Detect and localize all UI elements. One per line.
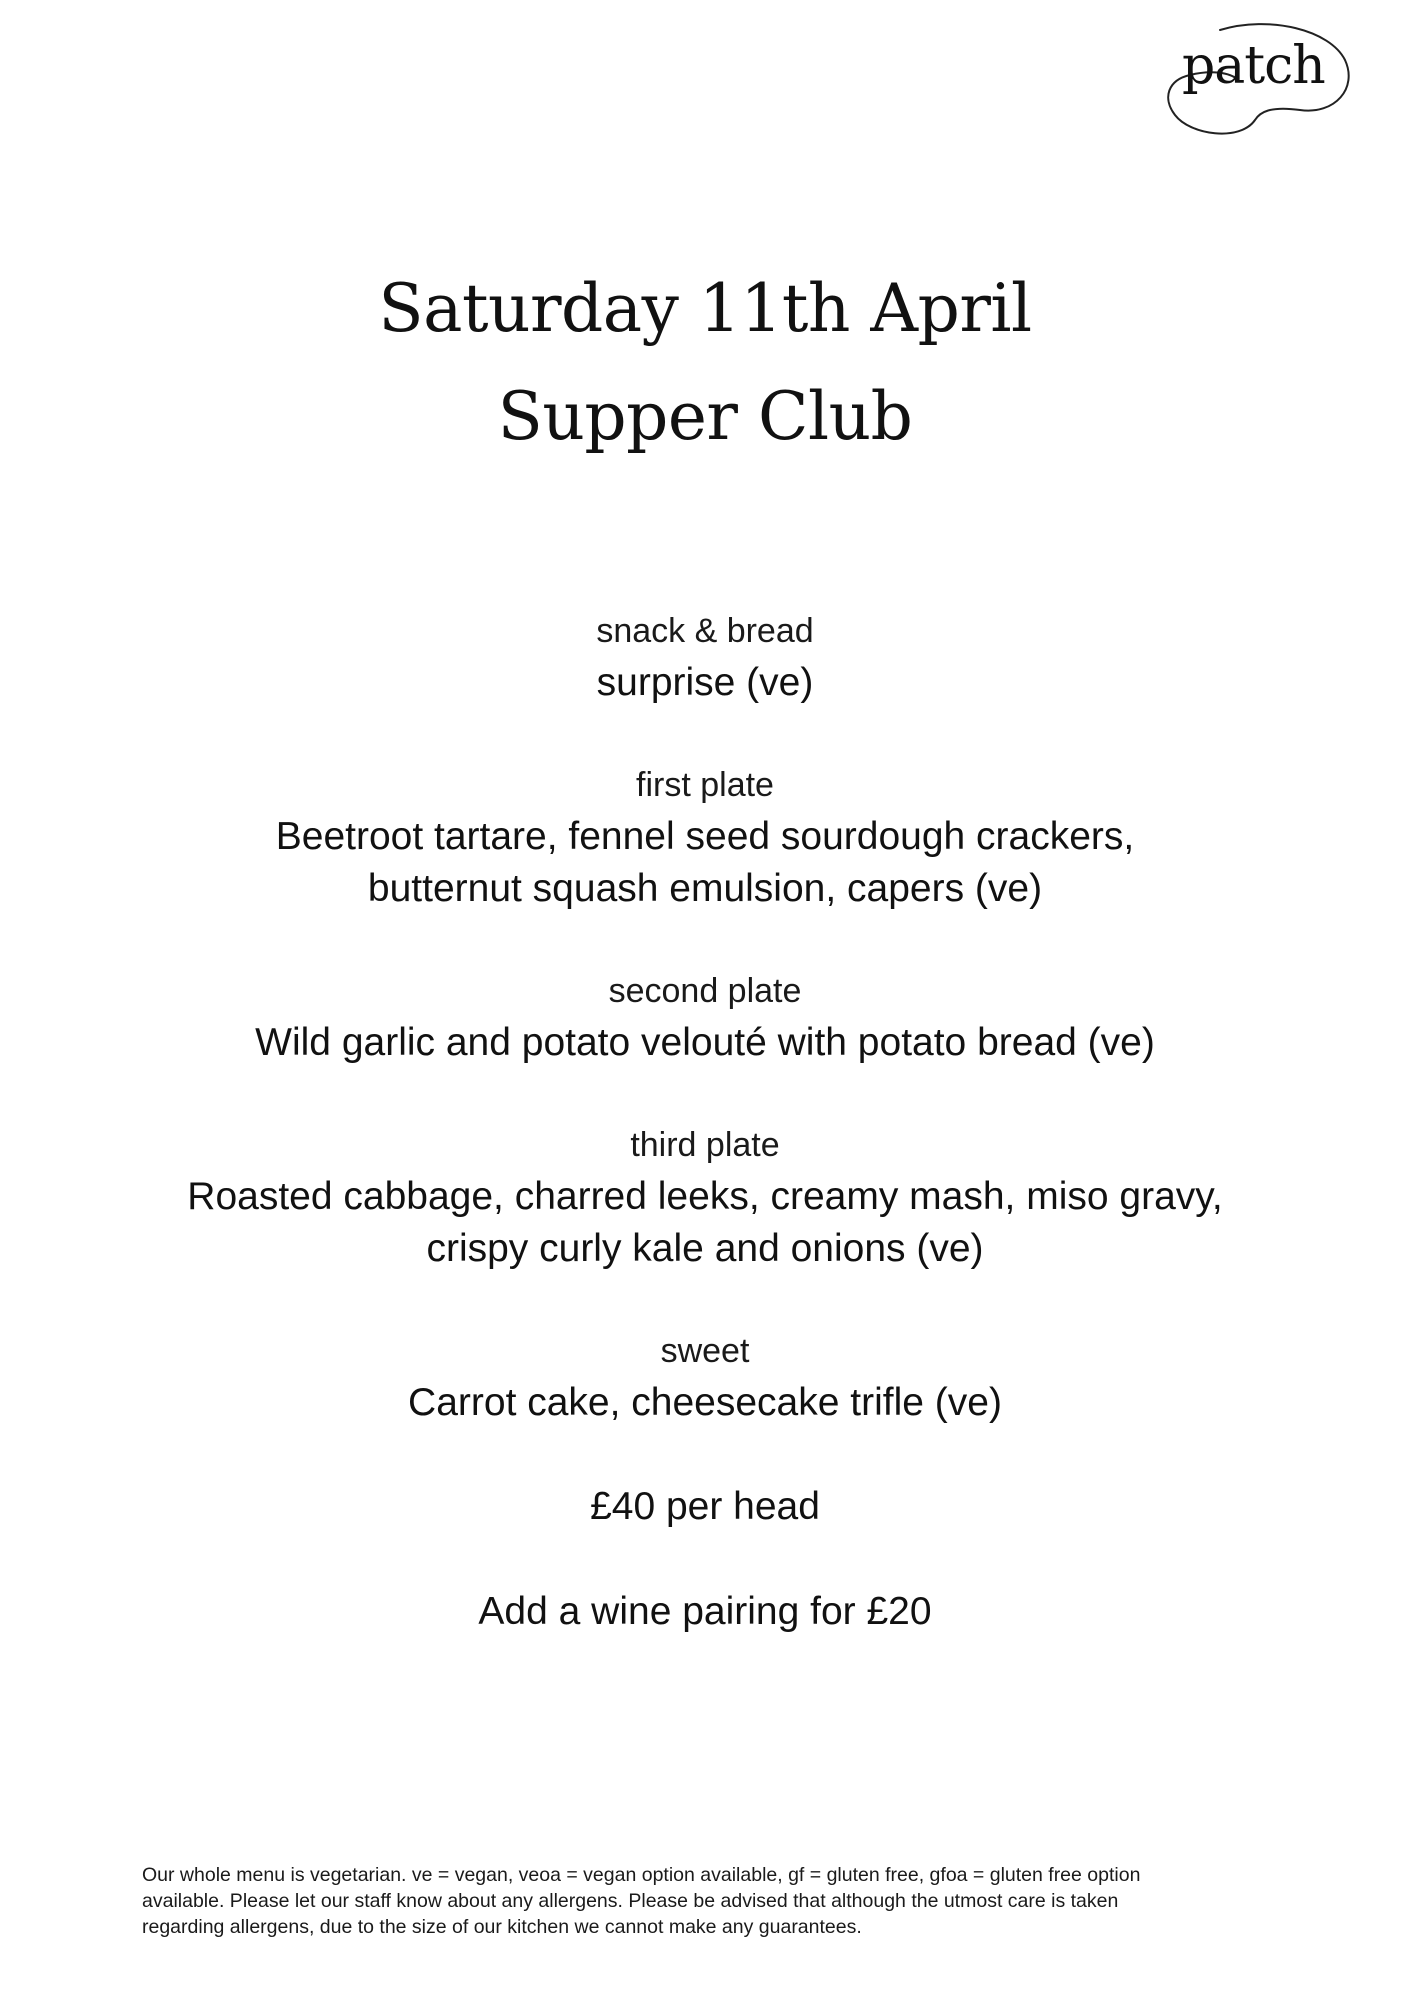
course-label: second plate — [608, 972, 802, 1010]
menu — [0, 605, 1410, 1638]
course-label: third plate — [630, 1126, 780, 1164]
allergen-footer — [142, 1862, 1242, 1940]
dish-line: Roasted cabbage, charred leeks, creamy mash, miso gravy, — [187, 1175, 1223, 1218]
course-label: snack & bread — [596, 612, 814, 650]
title-date: Saturday 11th April — [378, 270, 1032, 347]
course-snack-bread — [0, 605, 1410, 709]
wine-pairing: Add a wine pairing for £20 — [478, 1590, 932, 1633]
dish-line: Wild garlic and potato velouté with potato bread (ve) — [255, 1021, 1155, 1064]
course-label: first plate — [636, 766, 774, 804]
footer-line: available. Please let our staff know about any allergens. Please be advised that although the utmost care is taken — [142, 1890, 1119, 1912]
course-third-plate — [0, 1119, 1410, 1275]
price-per-head: £40 per head — [590, 1485, 820, 1528]
dish-line: crispy curly kale and onions (ve) — [426, 1227, 984, 1270]
dish-line: Beetroot tartare, fennel seed sourdough crackers, — [275, 815, 1135, 858]
course-label: sweet — [660, 1332, 750, 1370]
course-sweet — [0, 1325, 1410, 1429]
dish-line: butternut squash emulsion, capers (ve) — [367, 867, 1043, 910]
logo-text: patch — [1182, 36, 1325, 96]
title-event: Supper Club — [497, 378, 913, 455]
patch-logo — [1160, 20, 1360, 140]
course-second-plate — [0, 965, 1410, 1069]
dish-line: Carrot cake, cheesecake trifle (ve) — [408, 1381, 1002, 1424]
course-first-plate — [0, 759, 1410, 915]
footer-line: regarding allergens, due to the size of our kitchen we cannot make any guarantees. — [142, 1916, 862, 1938]
dish-line: surprise (ve) — [596, 661, 814, 704]
footer-line: Our whole menu is vegetarian. ve = vegan, veoa = vegan option available, gf = gluten free, gfoa = gluten free option — [142, 1864, 1141, 1886]
page-title — [0, 255, 1410, 471]
